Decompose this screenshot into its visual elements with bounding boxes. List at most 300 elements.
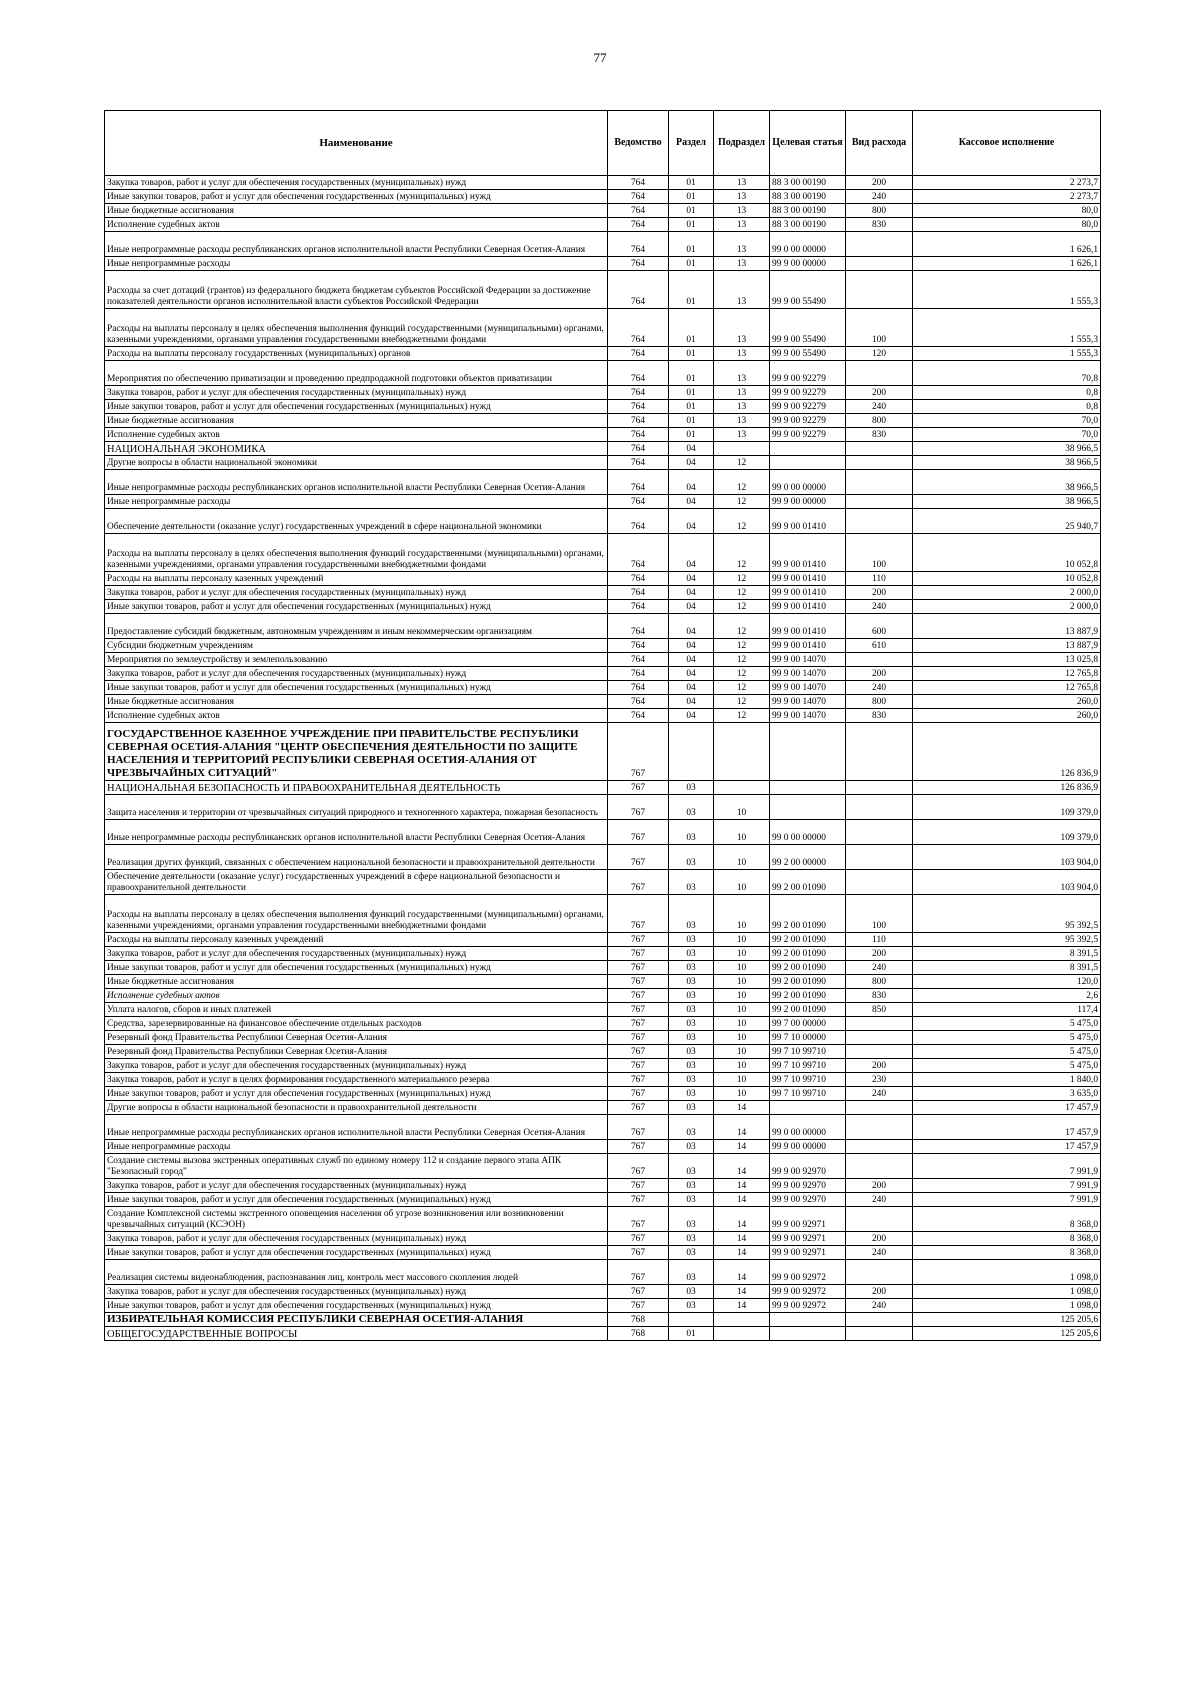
cell-name: Реализация других функций, связанных с обеспечением национальной безопасности и правоохранительной деятельности — [105, 845, 608, 870]
cell-execution: 1 626,1 — [913, 257, 1101, 271]
cell-department: 764 — [608, 414, 669, 428]
cell-execution: 38 966,5 — [913, 495, 1101, 509]
cell-name: Иные непрограммные расходы — [105, 257, 608, 271]
cell-subsection: 10 — [714, 820, 770, 845]
cell-expense-type — [846, 653, 913, 667]
table-row — [105, 639, 1101, 653]
cell-name: Исполнение судебных актов — [105, 218, 608, 232]
cell-name: Закупка товаров, работ и услуг для обеспечения государственных (муниципальных) нужд — [105, 667, 608, 681]
cell-name: Расходы на выплаты персоналу государственных (муниципальных) органов — [105, 347, 608, 361]
cell-expense-type — [846, 456, 913, 470]
cell-expense-type: 230 — [846, 1073, 913, 1087]
cell-section: 04 — [669, 572, 714, 586]
cell-target: 99 9 00 92972 — [770, 1285, 846, 1299]
cell-subsection: 10 — [714, 947, 770, 961]
table-row — [105, 534, 1101, 572]
cell-name: Иные непрограммные расходы республиканских органов исполнительной власти Республики Северная Осетия-Алания — [105, 470, 608, 495]
table-row — [105, 600, 1101, 614]
cell-target: 99 0 00 00000 — [770, 820, 846, 845]
cell-target: 99 9 00 55490 — [770, 309, 846, 347]
cell-subsection: 13 — [714, 400, 770, 414]
cell-expense-type: 120 — [846, 347, 913, 361]
cell-department: 767 — [608, 820, 669, 845]
cell-target: 99 2 00 01090 — [770, 947, 846, 961]
cell-expense-type — [846, 1045, 913, 1059]
cell-department: 767 — [608, 1246, 669, 1260]
header-subsection: Подраздел — [714, 111, 770, 176]
cell-expense-type: 800 — [846, 204, 913, 218]
cell-department: 764 — [608, 204, 669, 218]
cell-department: 767 — [608, 933, 669, 947]
cell-target: 99 2 00 01090 — [770, 961, 846, 975]
cell-name: Расходы на выплаты персоналу в целях обеспечения выполнения функций государственными (муниципальными) органами, казенными учреждениями, органами управления государственными внебюджетными фондами — [105, 895, 608, 933]
cell-department: 764 — [608, 442, 669, 456]
cell-subsection: 13 — [714, 218, 770, 232]
cell-department: 767 — [608, 975, 669, 989]
cell-expense-type: 200 — [846, 1285, 913, 1299]
cell-section: 04 — [669, 495, 714, 509]
cell-name: Субсидии бюджетным учреждениям — [105, 639, 608, 653]
cell-subsection — [714, 723, 770, 781]
cell-subsection: 14 — [714, 1260, 770, 1285]
cell-department: 764 — [608, 190, 669, 204]
cell-department: 764 — [608, 639, 669, 653]
cell-department: 764 — [608, 681, 669, 695]
table-row — [105, 1140, 1101, 1154]
cell-expense-type — [846, 1115, 913, 1140]
cell-target: 88 3 00 00190 — [770, 204, 846, 218]
cell-department: 764 — [608, 232, 669, 257]
cell-name: Закупка товаров, работ и услуг для обеспечения государственных (муниципальных) нужд — [105, 1059, 608, 1073]
cell-section: 03 — [669, 845, 714, 870]
cell-target: 99 2 00 01090 — [770, 895, 846, 933]
cell-expense-type: 200 — [846, 667, 913, 681]
cell-target — [770, 1101, 846, 1115]
cell-subsection: 10 — [714, 1045, 770, 1059]
cell-department: 764 — [608, 176, 669, 190]
cell-department: 767 — [608, 1017, 669, 1031]
cell-section: 01 — [669, 204, 714, 218]
cell-expense-type: 200 — [846, 586, 913, 600]
cell-name: Иные закупки товаров, работ и услуг для обеспечения государственных (муниципальных) нужд — [105, 1299, 608, 1313]
cell-expense-type: 110 — [846, 572, 913, 586]
cell-subsection: 10 — [714, 1003, 770, 1017]
cell-target: 99 9 00 92279 — [770, 414, 846, 428]
cell-department: 764 — [608, 534, 669, 572]
table-row — [105, 1017, 1101, 1031]
table-row — [105, 961, 1101, 975]
cell-expense-type — [846, 845, 913, 870]
cell-section: 03 — [669, 1260, 714, 1285]
cell-section: 03 — [669, 870, 714, 895]
cell-target: 99 9 00 92971 — [770, 1246, 846, 1260]
cell-execution: 2,6 — [913, 989, 1101, 1003]
cell-expense-type — [846, 870, 913, 895]
table-row — [105, 1260, 1101, 1285]
table-row — [105, 1179, 1101, 1193]
cell-expense-type: 800 — [846, 695, 913, 709]
cell-department: 767 — [608, 1031, 669, 1045]
cell-department: 764 — [608, 218, 669, 232]
table-row — [105, 428, 1101, 442]
cell-section: 03 — [669, 1207, 714, 1232]
cell-expense-type: 610 — [846, 639, 913, 653]
cell-target — [770, 781, 846, 795]
table-row — [105, 1101, 1101, 1115]
cell-department: 764 — [608, 653, 669, 667]
cell-name: Предоставление субсидий бюджетным, автономным учреждениям и иным некоммерческим организациям — [105, 614, 608, 639]
cell-department: 764 — [608, 509, 669, 534]
cell-section: 03 — [669, 1031, 714, 1045]
cell-subsection: 13 — [714, 361, 770, 386]
cell-subsection: 12 — [714, 709, 770, 723]
cell-subsection: 13 — [714, 204, 770, 218]
cell-subsection: 13 — [714, 176, 770, 190]
cell-subsection: 12 — [714, 667, 770, 681]
cell-department: 767 — [608, 1299, 669, 1313]
cell-section: 03 — [669, 975, 714, 989]
cell-expense-type — [846, 1313, 913, 1327]
cell-target: 99 9 00 92970 — [770, 1193, 846, 1207]
cell-target: 99 9 00 92279 — [770, 428, 846, 442]
header-name: Наименование — [105, 111, 608, 176]
cell-execution: 12 765,8 — [913, 667, 1101, 681]
table-row — [105, 1073, 1101, 1087]
cell-expense-type — [846, 1017, 913, 1031]
cell-section: 01 — [669, 1327, 714, 1341]
table-row — [105, 361, 1101, 386]
cell-name: НАЦИОНАЛЬНАЯ БЕЗОПАСНОСТЬ И ПРАВООХРАНИТЕЛЬНАЯ ДЕЯТЕЛЬНОСТЬ — [105, 781, 608, 795]
cell-target: 99 2 00 01090 — [770, 989, 846, 1003]
cell-subsection: 14 — [714, 1140, 770, 1154]
cell-section: 04 — [669, 470, 714, 495]
cell-expense-type: 200 — [846, 1179, 913, 1193]
cell-name: Закупка товаров, работ и услуг для обеспечения государственных (муниципальных) нужд — [105, 947, 608, 961]
cell-target: 99 9 00 92279 — [770, 361, 846, 386]
cell-execution: 1 626,1 — [913, 232, 1101, 257]
cell-name: Закупка товаров, работ и услуг в целях формирования государственного материального резерва — [105, 1073, 608, 1087]
cell-subsection: 13 — [714, 232, 770, 257]
cell-section: 04 — [669, 653, 714, 667]
table-row — [105, 709, 1101, 723]
cell-name: Иные непрограммные расходы республиканских органов исполнительной власти Республики Северная Осетия-Алания — [105, 820, 608, 845]
table-row — [105, 271, 1101, 309]
cell-execution: 38 966,5 — [913, 442, 1101, 456]
cell-execution: 80,0 — [913, 218, 1101, 232]
cell-execution: 95 392,5 — [913, 895, 1101, 933]
cell-execution: 1 840,0 — [913, 1073, 1101, 1087]
cell-section: 03 — [669, 1115, 714, 1140]
cell-execution: 5 475,0 — [913, 1059, 1101, 1073]
cell-target: 99 7 10 00000 — [770, 1031, 846, 1045]
table-row — [105, 232, 1101, 257]
cell-department: 767 — [608, 723, 669, 781]
cell-target: 99 9 00 55490 — [770, 347, 846, 361]
cell-name: Другие вопросы в области национальной экономики — [105, 456, 608, 470]
cell-execution: 25 940,7 — [913, 509, 1101, 534]
cell-department: 764 — [608, 614, 669, 639]
cell-department: 764 — [608, 572, 669, 586]
cell-section: 03 — [669, 895, 714, 933]
cell-execution: 10 052,8 — [913, 572, 1101, 586]
cell-subsection: 10 — [714, 795, 770, 820]
cell-section: 04 — [669, 442, 714, 456]
cell-expense-type — [846, 1101, 913, 1115]
cell-expense-type — [846, 795, 913, 820]
cell-name: Иные закупки товаров, работ и услуг для обеспечения государственных (муниципальных) нужд — [105, 1246, 608, 1260]
cell-subsection: 12 — [714, 470, 770, 495]
table-row — [105, 781, 1101, 795]
cell-subsection: 12 — [714, 681, 770, 695]
cell-section: 03 — [669, 1140, 714, 1154]
cell-expense-type: 110 — [846, 933, 913, 947]
cell-subsection: 10 — [714, 1031, 770, 1045]
cell-expense-type: 200 — [846, 176, 913, 190]
cell-name: Иные закупки товаров, работ и услуг для обеспечения государственных (муниципальных) нужд — [105, 190, 608, 204]
cell-name: Иные бюджетные ассигнования — [105, 414, 608, 428]
budget-table — [104, 110, 1101, 1341]
cell-name: Иные закупки товаров, работ и услуг для обеспечения государственных (муниципальных) нужд — [105, 400, 608, 414]
cell-target: 99 7 10 99710 — [770, 1087, 846, 1101]
cell-subsection: 13 — [714, 428, 770, 442]
cell-section: 01 — [669, 190, 714, 204]
cell-section: 01 — [669, 428, 714, 442]
cell-section: 01 — [669, 232, 714, 257]
cell-target: 99 9 00 92971 — [770, 1207, 846, 1232]
cell-section: 03 — [669, 1193, 714, 1207]
cell-expense-type — [846, 257, 913, 271]
cell-section: 01 — [669, 257, 714, 271]
cell-expense-type — [846, 820, 913, 845]
cell-section: 03 — [669, 1232, 714, 1246]
cell-subsection: 13 — [714, 309, 770, 347]
cell-target: 88 3 00 00190 — [770, 218, 846, 232]
cell-department: 767 — [608, 1073, 669, 1087]
cell-target — [770, 723, 846, 781]
cell-department: 764 — [608, 470, 669, 495]
cell-department: 767 — [608, 845, 669, 870]
cell-target: 99 9 00 14070 — [770, 667, 846, 681]
cell-expense-type: 100 — [846, 309, 913, 347]
cell-expense-type — [846, 1154, 913, 1179]
cell-department: 764 — [608, 271, 669, 309]
cell-name: Иные непрограммные расходы — [105, 1140, 608, 1154]
cell-section: 01 — [669, 386, 714, 400]
cell-execution: 10 052,8 — [913, 534, 1101, 572]
cell-target: 99 7 10 99710 — [770, 1059, 846, 1073]
cell-execution: 103 904,0 — [913, 845, 1101, 870]
cell-section: 01 — [669, 309, 714, 347]
cell-department: 764 — [608, 709, 669, 723]
cell-expense-type: 240 — [846, 400, 913, 414]
cell-name: Закупка товаров, работ и услуг для обеспечения государственных (муниципальных) нужд — [105, 176, 608, 190]
cell-section: 03 — [669, 1179, 714, 1193]
cell-expense-type: 830 — [846, 989, 913, 1003]
cell-section: 03 — [669, 1003, 714, 1017]
table-row — [105, 1207, 1101, 1232]
cell-expense-type — [846, 271, 913, 309]
table-row — [105, 1246, 1101, 1260]
cell-department: 767 — [608, 1101, 669, 1115]
cell-section: 03 — [669, 1154, 714, 1179]
cell-target — [770, 442, 846, 456]
table-row — [105, 218, 1101, 232]
cell-section: 03 — [669, 781, 714, 795]
cell-department: 764 — [608, 495, 669, 509]
table-row — [105, 1154, 1101, 1179]
cell-execution: 7 991,9 — [913, 1193, 1101, 1207]
cell-section: 03 — [669, 933, 714, 947]
cell-execution: 13 887,9 — [913, 639, 1101, 653]
cell-section: 01 — [669, 271, 714, 309]
cell-execution: 2 000,0 — [913, 586, 1101, 600]
cell-target: 99 2 00 01090 — [770, 933, 846, 947]
cell-expense-type: 100 — [846, 895, 913, 933]
cell-section: 01 — [669, 361, 714, 386]
cell-target: 99 9 00 01410 — [770, 614, 846, 639]
cell-department: 767 — [608, 1003, 669, 1017]
cell-execution: 5 475,0 — [913, 1017, 1101, 1031]
table-row — [105, 257, 1101, 271]
cell-subsection — [714, 442, 770, 456]
cell-expense-type: 240 — [846, 190, 913, 204]
cell-section: 03 — [669, 1045, 714, 1059]
cell-name: ОБЩЕГОСУДАРСТВЕННЫЕ ВОПРОСЫ — [105, 1327, 608, 1341]
cell-subsection: 12 — [714, 614, 770, 639]
table-row — [105, 414, 1101, 428]
table-row — [105, 1045, 1101, 1059]
header-expense-type: Вид расхода — [846, 111, 913, 176]
cell-target: 99 9 00 01410 — [770, 600, 846, 614]
cell-section: 03 — [669, 1017, 714, 1031]
table-row — [105, 795, 1101, 820]
cell-section: 04 — [669, 709, 714, 723]
cell-name: Закупка товаров, работ и услуг для обеспечения государственных (муниципальных) нужд — [105, 386, 608, 400]
cell-name: Средства, зарезервированные на финансовое обеспечение отдельных расходов — [105, 1017, 608, 1031]
cell-department: 767 — [608, 1232, 669, 1246]
cell-target: 99 0 00 00000 — [770, 470, 846, 495]
cell-subsection: 14 — [714, 1299, 770, 1313]
cell-expense-type: 830 — [846, 218, 913, 232]
table-row — [105, 933, 1101, 947]
table-row — [105, 442, 1101, 456]
cell-subsection: 14 — [714, 1207, 770, 1232]
cell-name: Иные непрограммные расходы республиканских органов исполнительной власти Республики Северная Осетия-Алания — [105, 232, 608, 257]
cell-name: Иные закупки товаров, работ и услуг для обеспечения государственных (муниципальных) нужд — [105, 1193, 608, 1207]
header-department: Ведомство — [608, 111, 669, 176]
cell-subsection: 14 — [714, 1115, 770, 1140]
cell-subsection: 12 — [714, 695, 770, 709]
cell-name: Обеспечение деятельности (оказание услуг) государственных учреждений в сфере национальной безопасности и правоохранительной деятельности — [105, 870, 608, 895]
table-row — [105, 975, 1101, 989]
cell-target: 99 9 00 92279 — [770, 400, 846, 414]
cell-target: 99 9 00 14070 — [770, 709, 846, 723]
cell-execution: 1 555,3 — [913, 271, 1101, 309]
cell-department: 764 — [608, 600, 669, 614]
cell-subsection: 12 — [714, 495, 770, 509]
cell-target — [770, 795, 846, 820]
cell-execution: 3 635,0 — [913, 1087, 1101, 1101]
cell-subsection: 10 — [714, 933, 770, 947]
cell-name: Иные закупки товаров, работ и услуг для обеспечения государственных (муниципальных) нужд — [105, 681, 608, 695]
cell-expense-type — [846, 1260, 913, 1285]
cell-subsection: 10 — [714, 961, 770, 975]
cell-subsection: 10 — [714, 845, 770, 870]
cell-department: 767 — [608, 870, 669, 895]
table-row — [105, 1031, 1101, 1045]
cell-subsection: 14 — [714, 1179, 770, 1193]
cell-department: 764 — [608, 456, 669, 470]
cell-target: 99 9 00 00000 — [770, 1140, 846, 1154]
cell-target: 99 9 00 01410 — [770, 586, 846, 600]
cell-section: 03 — [669, 961, 714, 975]
cell-target: 99 0 00 00000 — [770, 1115, 846, 1140]
table-row — [105, 386, 1101, 400]
table-row — [105, 1327, 1101, 1341]
cell-section: 04 — [669, 639, 714, 653]
cell-execution: 126 836,9 — [913, 723, 1101, 781]
cell-department: 767 — [608, 947, 669, 961]
cell-target: 99 9 00 55490 — [770, 271, 846, 309]
cell-execution: 8 391,5 — [913, 961, 1101, 975]
cell-department: 764 — [608, 347, 669, 361]
cell-execution: 2 273,7 — [913, 190, 1101, 204]
cell-expense-type: 240 — [846, 961, 913, 975]
cell-department: 767 — [608, 1059, 669, 1073]
cell-expense-type — [846, 781, 913, 795]
cell-name: Создание Комплексной системы экстренного оповещения населения об угрозе возникновения или возникновении чрезвычайных ситуаций (КСЭОН) — [105, 1207, 608, 1232]
cell-section: 03 — [669, 1059, 714, 1073]
table-row — [105, 667, 1101, 681]
table-row — [105, 845, 1101, 870]
cell-section: 04 — [669, 667, 714, 681]
cell-section: 03 — [669, 1285, 714, 1299]
cell-execution: 7 991,9 — [913, 1179, 1101, 1193]
cell-name: Другие вопросы в области национальной безопасности и правоохранительной деятельности — [105, 1101, 608, 1115]
header-execution: Кассовое исполнение — [913, 111, 1101, 176]
cell-expense-type: 200 — [846, 1232, 913, 1246]
table-row — [105, 895, 1101, 933]
table-row — [105, 695, 1101, 709]
cell-expense-type — [846, 442, 913, 456]
cell-execution: 117,4 — [913, 1003, 1101, 1017]
cell-execution: 13 887,9 — [913, 614, 1101, 639]
cell-section: 04 — [669, 614, 714, 639]
cell-department: 767 — [608, 1260, 669, 1285]
cell-expense-type — [846, 1031, 913, 1045]
table-row — [105, 614, 1101, 639]
cell-target: 99 9 00 14070 — [770, 681, 846, 695]
cell-target: 99 0 00 00000 — [770, 232, 846, 257]
cell-expense-type: 800 — [846, 414, 913, 428]
table-row — [105, 309, 1101, 347]
table-row — [105, 1285, 1101, 1299]
cell-section: 04 — [669, 534, 714, 572]
cell-expense-type: 240 — [846, 1246, 913, 1260]
table-row — [105, 1299, 1101, 1313]
cell-expense-type: 850 — [846, 1003, 913, 1017]
table-row — [105, 572, 1101, 586]
cell-section: 04 — [669, 509, 714, 534]
cell-section: 03 — [669, 1299, 714, 1313]
cell-expense-type: 240 — [846, 1299, 913, 1313]
cell-subsection: 13 — [714, 414, 770, 428]
cell-subsection: 10 — [714, 1087, 770, 1101]
cell-target: 99 2 00 00000 — [770, 845, 846, 870]
table-header-row — [105, 111, 1101, 176]
cell-expense-type: 200 — [846, 947, 913, 961]
cell-section: 03 — [669, 1101, 714, 1115]
